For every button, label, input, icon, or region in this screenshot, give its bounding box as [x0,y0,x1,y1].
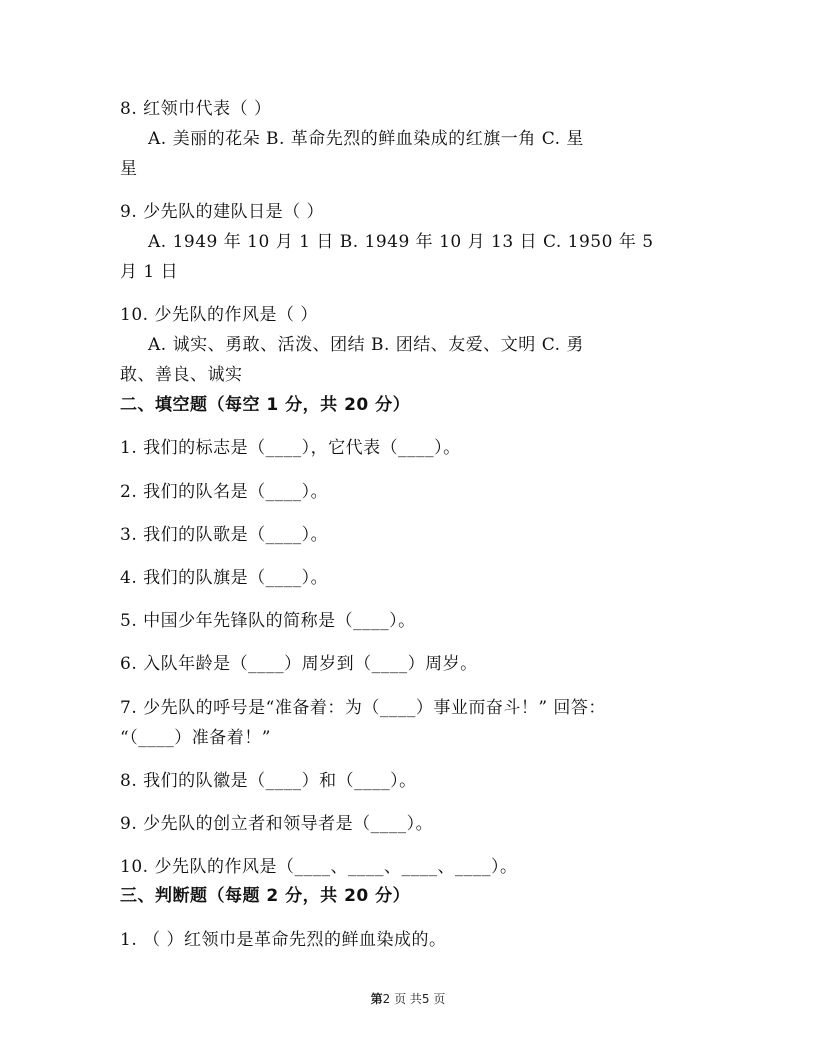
question-8-options: A. 美丽的花朵 B. 革命先烈的鲜血染成的红旗一角 C. 星 [148,129,584,149]
question-10-options: A. 诚实、勇敢、活泼、团结 B. 团结、友爱、文明 C. 勇 [148,335,584,355]
question-9-options: A. 1949 年 10 月 1 日 B. 1949 年 10 月 13 日 C. 1950 年 5 [148,232,654,252]
page-footer [0,990,816,1007]
fill-item-9: 9. 少先队的创立者和领导者是（____）。 [120,814,434,834]
footer-suffix: 页 [433,992,446,1006]
question-10-options-cont: 敢、善良、诚实 [120,365,243,385]
fill-item-5: 5. 中国少年先锋队的简称是（____）。 [120,611,416,631]
fill-item-7-cont: “（____）准备着！” [120,728,271,748]
question-8-options-cont: 星 [120,159,138,179]
fill-item-1: 1. 我们的标志是（____），它代表（____）。 [120,438,461,458]
section-heading-true-false: 三、判断题（每题 2 分，共 20 分） [120,886,411,906]
fill-item-8: 8. 我们的队徽是（____）和（____）。 [120,771,417,791]
question-9: 9. 少先队的建队日是（ ） [120,202,325,222]
fill-item-4: 4. 我们的队旗是（____）。 [120,568,329,588]
fill-item-2: 2. 我们的队名是（____）。 [120,482,329,502]
section-heading-fill-blank: 二、填空题（每空 1 分，共 20 分） [120,395,411,415]
question-10: 10. 少先队的作风是（ ） [120,305,318,325]
judge-item-1: 1. （ ）红领巾是革命先烈的鲜血染成的。 [120,930,447,950]
footer-prefix: 第 [370,992,383,1006]
question-8: 8. 红领巾代表（ ） [120,99,272,119]
footer-total-pages: 5 [421,992,430,1006]
fill-item-6: 6. 入队年龄是（____）周岁到（____）周岁。 [120,654,478,674]
fill-item-10: 10. 少先队的作风是（____、____、____、____）。 [120,857,518,877]
fill-item-7: 7. 少先队的呼号是“准备着：为（____）事业而奋斗！” 回答： [120,698,606,718]
fill-item-3: 3. 我们的队歌是（____）。 [120,525,329,545]
question-9-options-cont: 月 1 日 [120,262,179,282]
footer-mid: 页 共 [394,992,422,1006]
footer-page-number: 2 [382,992,391,1006]
